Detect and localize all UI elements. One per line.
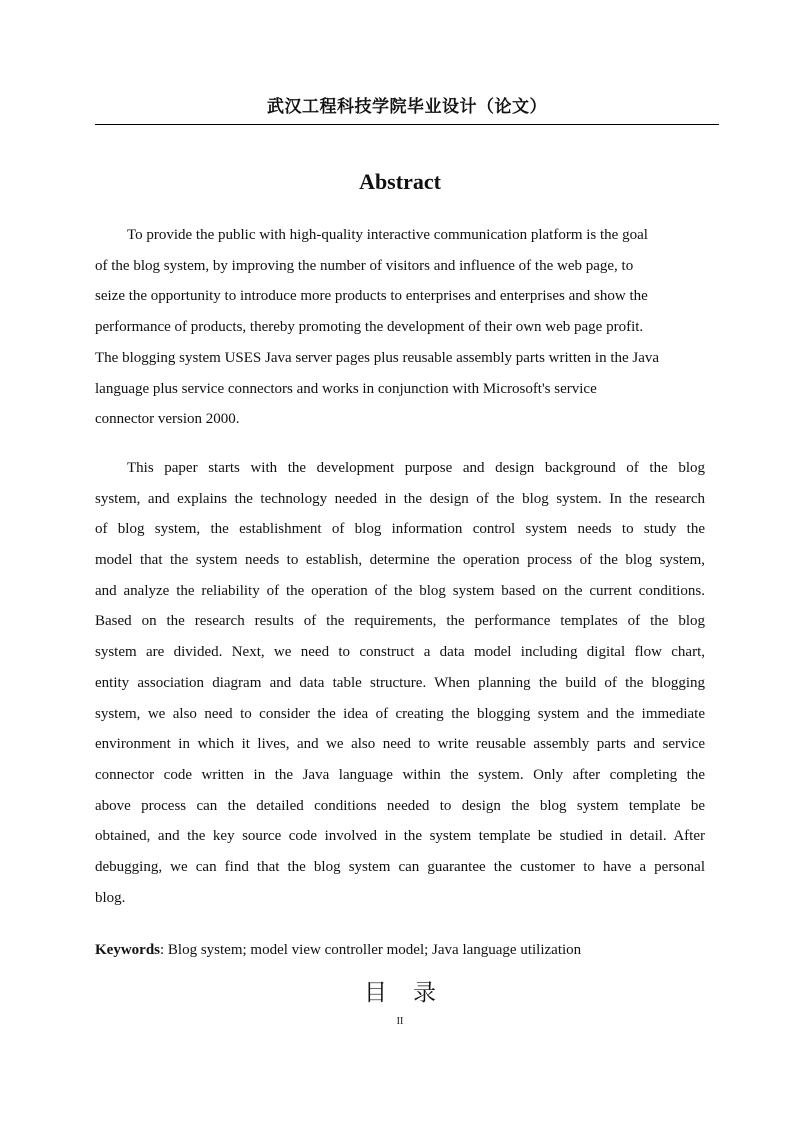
toc-title: 目录: [364, 980, 462, 1006]
paragraph-line: of the blog system, by improving the number of visitors and influence of the web page, to: [95, 257, 634, 274]
header-title: 武汉工程科技学院毕业设计（论文）: [267, 97, 547, 117]
paragraph-line: system, we also need to consider the idea of creating the blogging system and the immediate: [95, 705, 705, 722]
paragraph-line: connector code written in the Java language within the system. Only after completing the: [95, 766, 705, 783]
paragraph-line: This paper starts with the development purpose and design background of the blog: [127, 460, 705, 476]
keywords-line: [95, 936, 705, 964]
paragraph-line: Based on the research results of the requirements, the performance templates of the blog: [95, 613, 705, 630]
paragraph-line: environment in which it lives, and we also need to write reusable assembly parts and service: [95, 736, 705, 753]
paragraph-line: and analyze the reliability of the operation of the blog system based on the current conditions.: [95, 582, 705, 599]
paragraph-line: debugging, we can find that the blog system can guarantee the customer to have a personal: [95, 858, 705, 875]
paragraph-line: of blog system, the establishment of blog information control system needs to study the: [95, 521, 705, 538]
abstract-paragraph-2: [95, 453, 705, 913]
paragraph-line: obtained, and the key source code involved in the system template be studied in detail. After: [95, 828, 705, 845]
paragraph-line: seize the opportunity to introduce more products to enterprises and enterprises and show the: [95, 288, 648, 305]
paragraph-line: system, and explains the technology needed in the design of the blog system. In the research: [95, 490, 705, 507]
paragraph-line: entity association diagram and data table structure. When planning the build of the blogging: [95, 674, 705, 691]
page-number: II: [396, 1016, 404, 1027]
paragraph-line: To provide the public with high-quality interactive communication platform is the goal: [127, 227, 648, 243]
paragraph-line: The blogging system USES Java server pages plus reusable assembly parts written in the Java: [95, 349, 660, 366]
paragraph-line: system are divided. Next, we need to construct a data model including digital flow chart,: [95, 644, 705, 661]
paragraph-line: above process can the detailed conditions needed to design the blog system template be: [95, 797, 705, 814]
paragraph-line: connector version 2000.: [95, 411, 240, 428]
paragraph-line: model that the system needs to establish, determine the operation process of the blog system,: [95, 552, 705, 569]
abstract-heading: Abstract: [359, 169, 441, 194]
abstract-paragraph-1: [95, 220, 705, 435]
page-header: [95, 94, 719, 125]
paragraph-line: performance of products, thereby promoting the development of their own web page profit.: [95, 319, 644, 336]
keywords-text: : Blog system; model view controller model; Java language utilization: [160, 942, 582, 958]
paragraph-line: language plus service connectors and works in conjunction with Microsoft's service: [95, 380, 597, 397]
paragraph-line: blog.: [95, 889, 126, 906]
keywords-label: Keywords: [95, 942, 160, 958]
